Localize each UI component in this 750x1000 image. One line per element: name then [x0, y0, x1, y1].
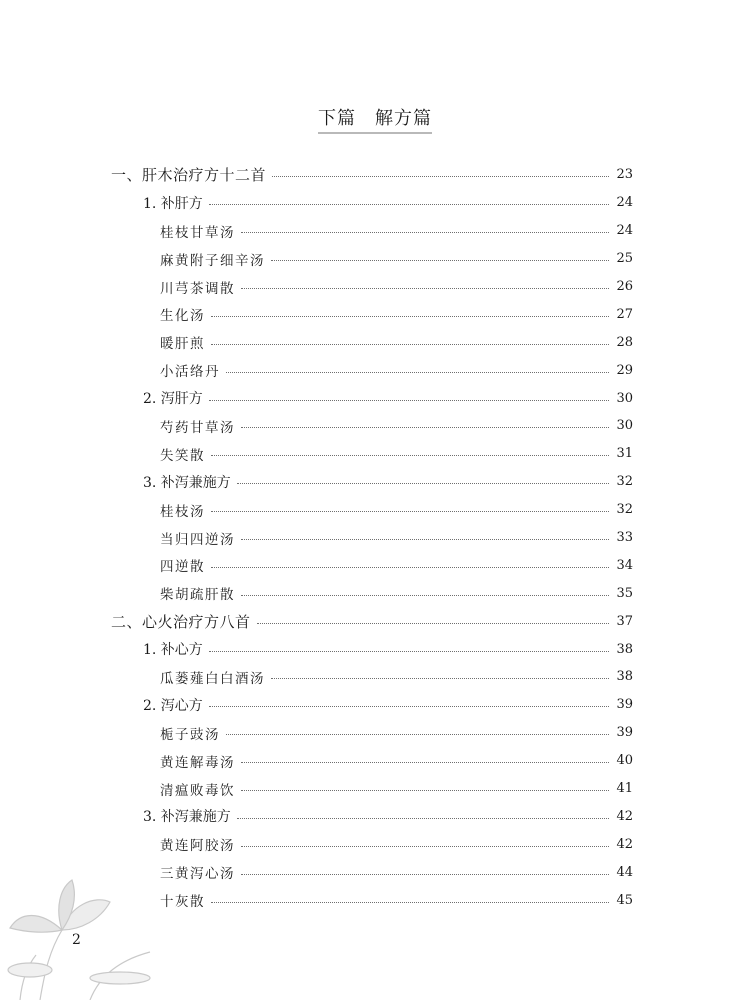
- toc-page-number: 45: [616, 892, 633, 908]
- toc-page-number: 34: [616, 557, 633, 573]
- toc-leader-dots: [209, 706, 609, 707]
- toc-entry-row: [160, 830, 633, 858]
- toc-label: 柴胡疏肝散: [160, 587, 235, 604]
- toc-label: 十灰散: [160, 894, 205, 911]
- toc-leader-dots: [271, 260, 609, 261]
- toc-leader-dots: [209, 400, 609, 401]
- toc-leader-dots: [237, 483, 609, 484]
- toc-leader-dots: [211, 455, 609, 456]
- toc-page-number: 42: [616, 836, 633, 852]
- toc-entry-row: [160, 217, 633, 245]
- toc-section-row: [143, 468, 633, 496]
- toc-label: 黄连解毒汤: [160, 754, 235, 771]
- toc-entry-row: [160, 719, 633, 747]
- toc-entry-row: [160, 775, 633, 803]
- toc-label: 栀子豉汤: [160, 726, 220, 743]
- toc-leader-dots: [211, 511, 609, 512]
- toc-leader-dots: [211, 567, 609, 568]
- toc-page-number: 42: [616, 808, 633, 824]
- toc-label: 三黄泻心汤: [160, 866, 235, 883]
- toc-entry-row: [160, 579, 633, 607]
- toc-leader-dots: [241, 232, 609, 233]
- toc-section-row: [143, 189, 633, 217]
- toc-page-number: 39: [616, 725, 633, 741]
- toc-leader-dots: [211, 316, 609, 317]
- toc-entry-row: [160, 663, 633, 691]
- toc-page-number: 38: [616, 669, 633, 685]
- toc-entry-row: [160, 524, 633, 552]
- toc-page-number: 40: [616, 753, 633, 769]
- table-of-contents: [0, 161, 750, 914]
- toc-label: 3. 补泻兼施方: [143, 474, 231, 491]
- toc-label: 一、肝木治疗方十二首: [111, 166, 267, 185]
- toc-leader-dots: [226, 372, 609, 373]
- toc-page-number: 35: [616, 585, 633, 601]
- toc-label: 暖肝煎: [160, 336, 205, 353]
- toc-label: 3. 补泻兼施方: [143, 809, 231, 826]
- toc-label: 川芎茶调散: [160, 280, 235, 297]
- toc-entry-row: [160, 886, 633, 914]
- toc-page-number: 33: [616, 530, 633, 546]
- toc-entry-row: [160, 273, 633, 301]
- toc-leader-dots: [272, 176, 609, 177]
- toc-page-number: 41: [616, 781, 633, 797]
- toc-leader-dots: [241, 595, 609, 596]
- toc-section-row: [143, 691, 633, 719]
- toc-chapter-row: [111, 161, 633, 189]
- toc-page-number: 31: [616, 446, 633, 462]
- toc-leader-dots: [241, 427, 609, 428]
- toc-page-number: 39: [616, 697, 633, 713]
- toc-label: 生化汤: [160, 308, 205, 325]
- toc-leader-dots: [211, 344, 609, 345]
- toc-leader-dots: [241, 539, 609, 540]
- toc-leader-dots: [241, 762, 609, 763]
- toc-entry-row: [160, 356, 633, 384]
- toc-leader-dots: [271, 678, 609, 679]
- toc-leader-dots: [209, 651, 609, 652]
- lotus-decoration-icon: [0, 850, 170, 1000]
- toc-label: 当归四逆汤: [160, 531, 235, 548]
- toc-label: 芍药甘草汤: [160, 419, 235, 436]
- toc-page-number: 28: [616, 334, 633, 350]
- toc-entry-row: [160, 551, 633, 579]
- toc-leader-dots: [241, 846, 609, 847]
- toc-page-number: 29: [616, 362, 633, 378]
- toc-page-number: 23: [616, 167, 633, 183]
- toc-page-number: 26: [616, 279, 633, 294]
- toc-leader-dots: [257, 623, 609, 624]
- toc-section-row: [143, 802, 633, 830]
- toc-leader-dots: [241, 288, 609, 289]
- toc-leader-dots: [241, 790, 609, 791]
- toc-entry-row: [160, 858, 633, 886]
- toc-label: 2. 泻心方: [143, 697, 203, 714]
- toc-label: 1. 补心方: [143, 642, 203, 659]
- toc-section-row: [143, 384, 633, 412]
- toc-label: 清瘟败毒饮: [160, 782, 235, 799]
- toc-label: 1. 补肝方: [143, 195, 203, 212]
- toc-chapter-row: [111, 607, 633, 635]
- toc-page-number: 24: [616, 195, 633, 211]
- toc-page-number: 27: [616, 306, 633, 322]
- toc-entry-row: [160, 412, 633, 440]
- toc-label: 失笑散: [160, 447, 205, 464]
- toc-leader-dots: [237, 818, 609, 819]
- toc-label: 2. 泻肝方: [143, 391, 203, 408]
- toc-page-number: 37: [616, 613, 633, 629]
- toc-entry-row: [160, 245, 633, 273]
- toc-label: 瓜蒌薤白白酒汤: [160, 670, 265, 687]
- toc-entry-row: [160, 496, 633, 524]
- toc-page-number: 30: [616, 418, 633, 434]
- toc-entry-row: [160, 300, 633, 328]
- toc-label: 桂枝甘草汤: [160, 224, 235, 241]
- page-title: 下篇 解方篇: [318, 104, 432, 134]
- page-number: 2: [72, 932, 81, 948]
- toc-page-number: 25: [616, 251, 633, 267]
- toc-label: 二、心火治疗方八首: [111, 612, 251, 631]
- toc-entry-row: [160, 440, 633, 468]
- toc-label: 麻黄附子细辛汤: [160, 252, 265, 269]
- toc-leader-dots: [226, 734, 609, 735]
- toc-page-number: 24: [616, 223, 633, 239]
- toc-page-number: 32: [616, 474, 633, 490]
- toc-label: 黄连阿胶汤: [160, 838, 235, 855]
- toc-page-number: 38: [616, 641, 633, 657]
- toc-entry-row: [160, 747, 633, 775]
- toc-label: 四逆散: [160, 559, 205, 576]
- toc-label: 小活络丹: [160, 364, 220, 381]
- toc-leader-dots: [241, 874, 609, 875]
- toc-label: 桂枝汤: [160, 503, 205, 520]
- toc-page-number: 30: [616, 390, 633, 406]
- toc-leader-dots: [211, 902, 609, 903]
- toc-leader-dots: [209, 204, 609, 205]
- page-title-wrap: [0, 104, 750, 134]
- toc-page-number: 32: [616, 502, 633, 518]
- toc-page-number: 44: [616, 864, 633, 880]
- toc-entry-row: [160, 328, 633, 356]
- toc-section-row: [143, 635, 633, 663]
